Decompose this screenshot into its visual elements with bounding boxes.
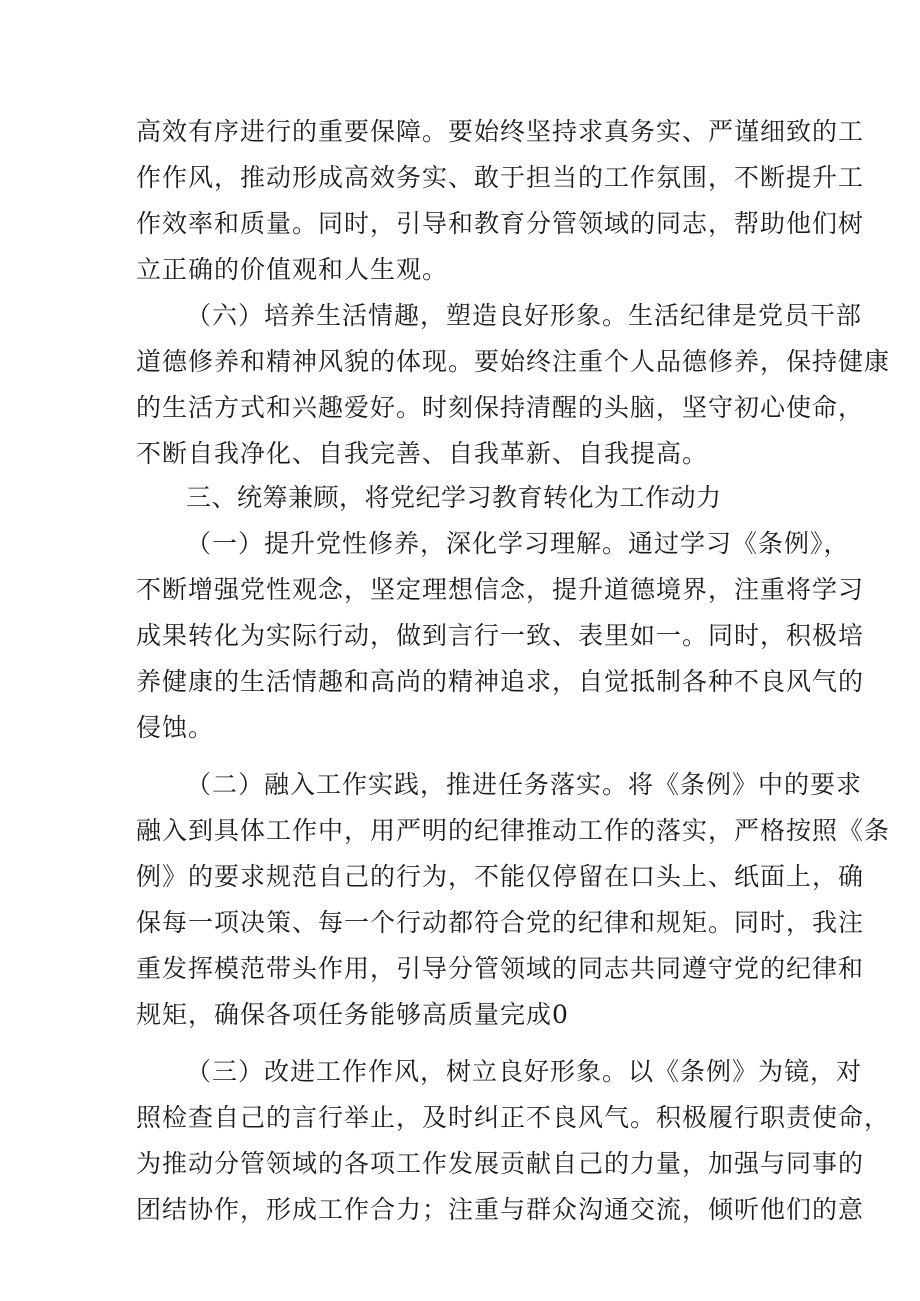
- body-text-line: 不断自我净化、自我完善、自我革新、自我提高。: [136, 439, 709, 468]
- body-text-line: 团结协作，形成工作合力；注重与群众沟通交流，倾听他们的意: [136, 1195, 865, 1224]
- body-text-line: 照检查自己的言行举止，及时纠正不良风气。积极履行职责使命，: [136, 1103, 891, 1132]
- body-text-line: 为推动分管领域的各项工作发展贡献自己的力量，加强与同事的: [136, 1149, 865, 1178]
- paragraph-first-line: （一）提升党性修养，深化学习理解。通过学习《条例》，: [186, 529, 850, 558]
- body-text-line: 高效有序进行的重要保障。要始终坚持求真务实、严谨细致的工: [136, 117, 865, 146]
- body-text-line: 融入到具体工作中，用严明的纪律推动工作的落实，严格按照《条: [136, 816, 891, 845]
- body-text-line: 侵蚀。: [136, 713, 215, 742]
- body-text-line: 作效率和质量。同时，引导和教育分管领域的同志，帮助他们树: [136, 209, 865, 238]
- body-text-line: 作作风，推动形成高效务实、敢于担当的工作氛围，不断提升工: [136, 163, 865, 192]
- body-text-line: 保每一项决策、每一个行动都符合党的纪律和规矩。同时，我注: [136, 908, 865, 937]
- section-heading: 三、统筹兼顾，将党纪学习教育转化为工作动力: [186, 483, 722, 512]
- body-text-line: 重发挥模范带头作用，引导分管领域的同志共同遵守党的纪律和: [136, 954, 865, 983]
- paragraph-first-line: （三）改进工作作风，树立良好形象。以《条例》为镜，对: [186, 1057, 863, 1086]
- body-text-line: 的生活方式和兴趣爱好。时刻保持清醒的头脑，坚守初心使命，: [136, 393, 865, 422]
- body-text-line: 不断增强党性观念，坚定理想信念，提升道德境界，注重将学习: [136, 575, 865, 604]
- paragraph-first-line: （六）培养生活情趣，塑造良好形象。生活纪律是党员干部: [186, 301, 863, 330]
- body-text-line: 养健康的生活情趣和高尚的精神追求，自觉抵制各种不良风气的: [136, 667, 865, 696]
- paragraph-first-line: （二）融入工作实践，推进任务落实。将《条例》中的要求: [186, 770, 863, 799]
- body-text-line: 道德修养和精神风貌的体现。要始终注重个人品德修养，保持健康: [136, 347, 891, 376]
- body-text-line: 立正确的价值观和人生观。: [136, 255, 449, 284]
- body-text-line: 成果转化为实际行动，做到言行一致、表里如一。同时，积极培: [136, 621, 865, 650]
- body-text-line: 例》的要求规范自己的行为，不能仅停留在口头上、纸面上，确: [136, 862, 865, 891]
- body-text-line: 规矩，确保各项任务能够高质量完成0: [136, 1000, 569, 1029]
